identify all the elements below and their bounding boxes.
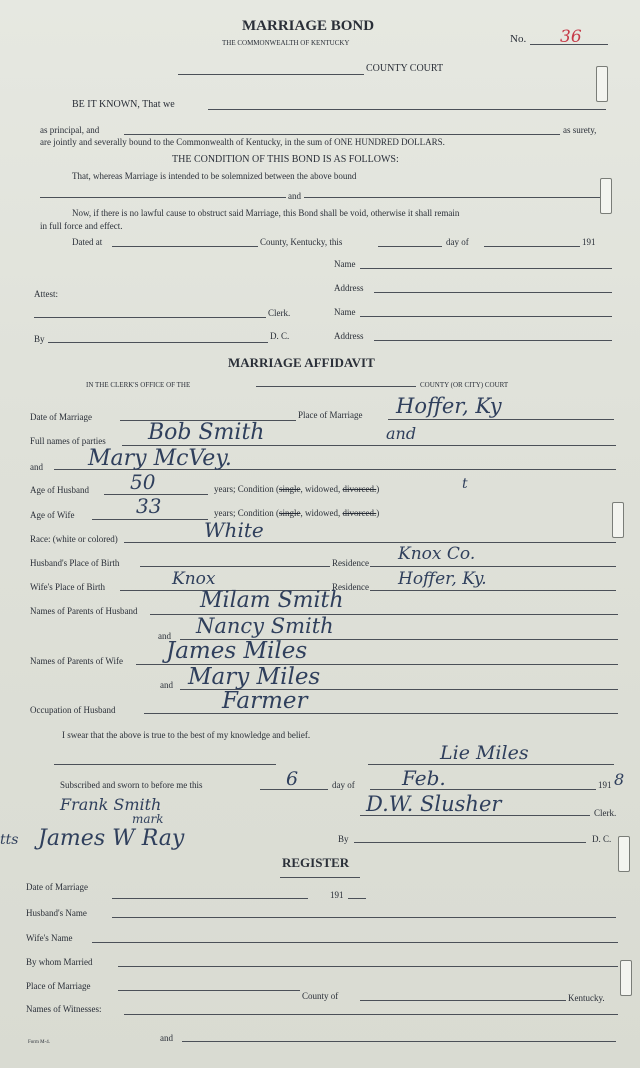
witness-1: Frank Smith xyxy=(60,795,162,814)
affidavit-dc-label: D. C. xyxy=(592,834,612,844)
register-witnesses-label: Names of Witnesses: xyxy=(26,1004,102,1014)
dc-label: D. C. xyxy=(270,331,290,341)
affidavit-clerk-label: Clerk. xyxy=(594,808,617,818)
affidavit-county-court: COUNTY (OR CITY) COURT xyxy=(420,381,509,389)
name-label-1: Name xyxy=(334,259,356,269)
be-it-known: BE IT KNOWN, That we xyxy=(72,99,175,110)
register-date-line xyxy=(112,898,308,899)
occupation-value: Farmer xyxy=(222,688,308,714)
in-clerk-office: IN THE CLERK'S OFFICE OF THE xyxy=(86,381,191,389)
date-of-marriage-label: Date of Marriage xyxy=(30,412,92,422)
parent-wife-1: James Miles xyxy=(166,638,308,664)
address-label-1: Address xyxy=(334,283,364,293)
as-surety: as surety, xyxy=(563,125,597,135)
name-line-2 xyxy=(360,316,612,317)
parents-wife-label: Names of Parents of Wife xyxy=(30,656,123,666)
place-of-marriage-label: Place of Marriage xyxy=(298,410,363,420)
register-county-of: County of xyxy=(302,991,339,1001)
form-number: Form M-4. xyxy=(28,1040,50,1045)
age-wife-value: 33 xyxy=(136,494,162,518)
affiant-signature: Lie Miles xyxy=(440,742,529,764)
husband-birth-line xyxy=(140,566,330,567)
register-wife-line xyxy=(92,942,618,943)
subscribed-year-suffix: 8 xyxy=(614,770,625,789)
clerk-signature: D.W. Slusher xyxy=(366,792,502,816)
party-line-2 xyxy=(304,197,600,198)
bond-subtitle: THE COMMONWEALTH OF KENTUCKY xyxy=(222,39,350,47)
dated-at: Dated at xyxy=(72,237,103,247)
residence-label-2: Residence xyxy=(332,582,369,592)
register-husband-line xyxy=(112,917,616,918)
register-husband-label: Husband's Name xyxy=(26,908,87,918)
affidavit-title: MARRIAGE AFFIDAVIT xyxy=(228,355,375,370)
register-and: and xyxy=(160,1033,173,1043)
party-1-and: and xyxy=(386,424,417,443)
bond-number-label: No. xyxy=(510,33,527,45)
swear-text: I swear that the above is true to the best of my knowledge and belief. xyxy=(62,730,311,740)
clerk-label: Clerk. xyxy=(268,308,291,318)
swear-line-right xyxy=(368,764,614,765)
age-wife-line xyxy=(92,519,208,520)
register-kentucky: Kentucky. xyxy=(568,993,605,1003)
subscribed-day-of: day of xyxy=(332,780,355,790)
wife-birth-value: Knox xyxy=(172,569,216,589)
bond-year: 191 xyxy=(582,237,596,247)
witness-1-mark: mark xyxy=(132,812,164,826)
register-county-line xyxy=(360,1000,566,1001)
affidavit-by-line xyxy=(354,842,586,843)
full-force-text: in full force and effect. xyxy=(40,221,123,231)
husband-residence-value: Knox Co. xyxy=(398,544,476,564)
bond-number-value: 36 xyxy=(560,27,582,47)
month-line xyxy=(484,246,580,247)
place-of-marriage-value: Hoffer, Ky xyxy=(396,394,502,418)
register-year: 191 xyxy=(330,890,344,900)
binder-tab xyxy=(596,66,608,102)
race-label: Race: (white or colored) xyxy=(30,534,118,544)
bond-title: MARRIAGE BOND xyxy=(242,18,375,34)
principal-line-1 xyxy=(208,109,606,110)
county-line xyxy=(178,74,364,75)
residence-line-2 xyxy=(370,590,616,591)
by-line xyxy=(48,342,268,343)
principal-line-2 xyxy=(124,134,560,135)
occupation-label: Occupation of Husband xyxy=(30,705,116,715)
wife-residence-value: Hoffer, Ky. xyxy=(398,569,487,589)
race-value: White xyxy=(204,518,264,542)
race-line xyxy=(124,542,616,543)
condition-husband: years; Condition (single, widowed, divorced.) xyxy=(214,484,380,494)
attest-label: Attest: xyxy=(34,289,58,299)
register-year-line xyxy=(348,898,366,899)
subscribed-month-value: Feb. xyxy=(402,766,446,790)
place-of-marriage-line xyxy=(388,419,614,420)
party-line-1 xyxy=(40,197,286,198)
address-line-2 xyxy=(374,340,612,341)
register-title-rule xyxy=(280,877,360,878)
parent-husband-2: Nancy Smith xyxy=(196,614,334,638)
register-by-whom-line xyxy=(118,966,618,967)
residence-label-1: Residence xyxy=(332,558,369,568)
husband-birth-label: Husband's Place of Birth xyxy=(30,558,120,568)
wife-birth-label: Wife's Place of Birth xyxy=(30,582,105,592)
register-witnesses-line-1 xyxy=(124,1014,618,1015)
party-2-name: Mary McVey. xyxy=(88,446,232,471)
age-husband-value: 50 xyxy=(130,470,156,494)
day-line xyxy=(378,246,442,247)
register-date-label: Date of Marriage xyxy=(26,882,88,892)
day-of: day of xyxy=(446,237,469,247)
and-label: and xyxy=(288,191,301,201)
parent-wife-2: Mary Miles xyxy=(188,664,321,690)
register-witnesses-line-2 xyxy=(182,1041,616,1042)
condition-mark: t xyxy=(462,476,468,492)
register-place-line xyxy=(118,990,300,991)
county-ky-this: County, Kentucky, this xyxy=(260,237,343,247)
age-husband-label: Age of Husband xyxy=(30,485,89,495)
as-principal: as principal, and xyxy=(40,125,100,135)
register-title: REGISTER xyxy=(282,855,350,870)
binder-tab xyxy=(618,836,630,872)
county-court-line xyxy=(256,386,416,387)
address-label-2: Address xyxy=(334,331,364,341)
witness-prefix: tts xyxy=(0,832,19,848)
full-names-label: Full names of parties xyxy=(30,436,106,446)
county-court-label: COUNTY COURT xyxy=(366,63,444,74)
parents-wife-and: and xyxy=(160,680,173,690)
register-wife-label: Wife's Name xyxy=(26,933,73,943)
affidavit-by-label: By xyxy=(338,834,349,844)
subscribed-year-prefix: 191 xyxy=(598,780,612,790)
register-by-whom-label: By whom Married xyxy=(26,957,93,967)
by-label: By xyxy=(34,334,45,344)
party-1-name: Bob Smith xyxy=(148,420,265,445)
parents-husband-and: and xyxy=(158,631,171,641)
binder-tab xyxy=(612,502,624,538)
parent-husband-1: Milam Smith xyxy=(200,588,344,613)
name-line-1 xyxy=(360,268,612,269)
name-label-2: Name xyxy=(334,307,356,317)
whereas-text: That, whereas Marriage is intended to be solemnized between the above bound xyxy=(72,171,357,181)
witness-2: James W Ray xyxy=(38,826,185,851)
and-label-2: and xyxy=(30,462,43,472)
age-wife-label: Age of Wife xyxy=(30,510,75,520)
binder-tab xyxy=(620,960,632,996)
parents-husband-label: Names of Parents of Husband xyxy=(30,606,138,616)
occupation-line xyxy=(144,713,618,714)
condition-heading: THE CONDITION OF THIS BOND IS AS FOLLOWS: xyxy=(172,154,399,165)
swear-line-left xyxy=(54,764,276,765)
condition-wife: years; Condition (single, widowed, divorced.) xyxy=(214,508,380,518)
jointly-bound-text: are jointly and severally bound to the Commonwealth of Kentucky, in the sum of ONE HUNDRED DOLLARS. xyxy=(40,137,445,147)
subscribed-text: Subscribed and sworn to before me this xyxy=(60,780,203,790)
binder-tab xyxy=(600,178,612,214)
dated-at-line xyxy=(112,246,258,247)
residence-line-1 xyxy=(370,566,616,567)
now-if-text: Now, if there is no lawful cause to obstruct said Marriage, this Bond shall be void, otherwise it shall remain xyxy=(72,208,460,218)
register-place-label: Place of Marriage xyxy=(26,981,91,991)
address-line-1 xyxy=(374,292,612,293)
subscribed-day-value: 6 xyxy=(286,768,299,790)
clerk-line xyxy=(34,317,266,318)
